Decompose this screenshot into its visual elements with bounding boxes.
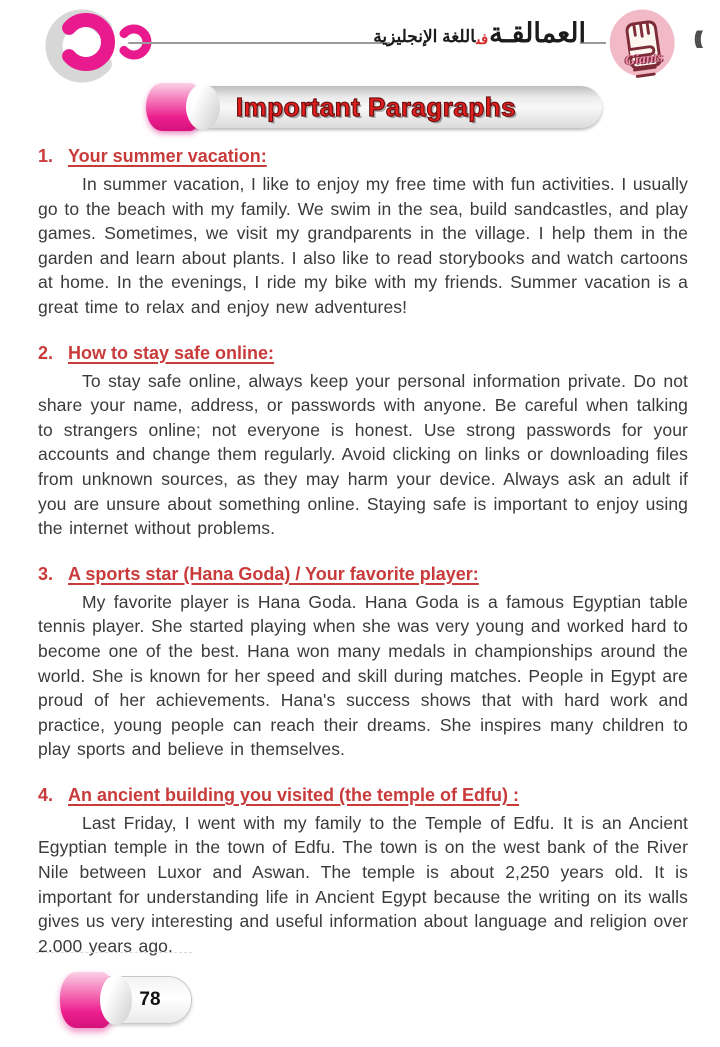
- brand-word-main: العمالقـة: [489, 18, 586, 48]
- section-number: 1.: [38, 146, 54, 166]
- section-body: To stay safe online, always keep your personal information private. Do not share your name, address, or passwords with anyone. Be careful when talking to strangers online; not everyone is honest. Use strong passwords for your accounts and change them regularly. Avoid clicking on links or downloading files from unknown sources, as they may harm your device. Always ask an adult if you are unsure about something online. Staying safe is important to enjoy using the internet without problems.: [38, 370, 688, 539]
- section-ancient-building: [38, 785, 688, 959]
- section-title: How to stay safe online:: [68, 342, 275, 363]
- header-divider-line: [128, 42, 390, 44]
- page-title: Important Paragraphs: [235, 91, 517, 122]
- section-title: An ancient building you visited (the temple of Edfu) :: [68, 784, 520, 805]
- section-body: In summer vacation, I like to enjoy my free time with fun activities. I usually go to the beach with my family. We swim in the sea, build sandcastles, and play games. Sometimes, we visit my grandparents in the village. I help them in the garden and learn about plants. I also like to read storybooks and watch cartoons at home. In the evenings, I ride my bike with my friends. Summer vacation is a great time to relax and enjoy new adventures!: [38, 174, 688, 317]
- section-heading: [38, 564, 688, 585]
- section-number: 3.: [38, 563, 54, 584]
- paragraphs-content: [38, 146, 688, 981]
- section-sports-star: [38, 564, 688, 762]
- brand-arabic-title: [373, 18, 586, 49]
- brand-c-logo-icon: [34, 4, 164, 99]
- brand-word-in: فى: [476, 31, 489, 48]
- section-title: A sports star (Hana Goda) / Your favorite player:: [68, 563, 479, 584]
- section-number: 4.: [38, 784, 54, 805]
- section-heading: [38, 343, 688, 364]
- section-number: 2.: [38, 342, 54, 363]
- section-stay-safe-online: [38, 343, 688, 541]
- section-summer-vacation: [38, 146, 688, 320]
- section-body: Last Friday, I went with my family to the Temple of Edfu. It is an Ancient Egyptian temple in the town of Edfu. The town is on the west bank of the River Nile between Luxor and Aswan. The temple is about 2,250 years old. It is important for understanding life in Ancient Egypt because the writing on its walls gives us very interesting and useful information about language and religion over 2.000 years ago.: [38, 812, 688, 956]
- footer-divider: [36, 952, 192, 953]
- section-heading: [38, 146, 688, 167]
- page-number: 78: [139, 989, 161, 1010]
- section-body: My favorite player is Hana Goda. Hana Goda is a famous Egyptian table tennis player. She started playing when she was very young and worked hard to become one of the best. Hana won many medals in championships around the world. She is known for her speed and skill during matches. People in Egypt are proud of her achievements. Hana's success shows that with hard work and practice, young people can reach their dreams. She inspires many children to play sports and believe in themselves.: [38, 591, 688, 760]
- brand-word-rest: اللغة الإنجليزية: [373, 27, 476, 46]
- giants-logo-label: Giants: [624, 50, 664, 69]
- section-title: Your summer vacation:: [68, 146, 267, 166]
- section-heading: [38, 785, 688, 806]
- giants-fist-icon: [598, 0, 694, 84]
- chevrons-icon: (((: [694, 27, 700, 50]
